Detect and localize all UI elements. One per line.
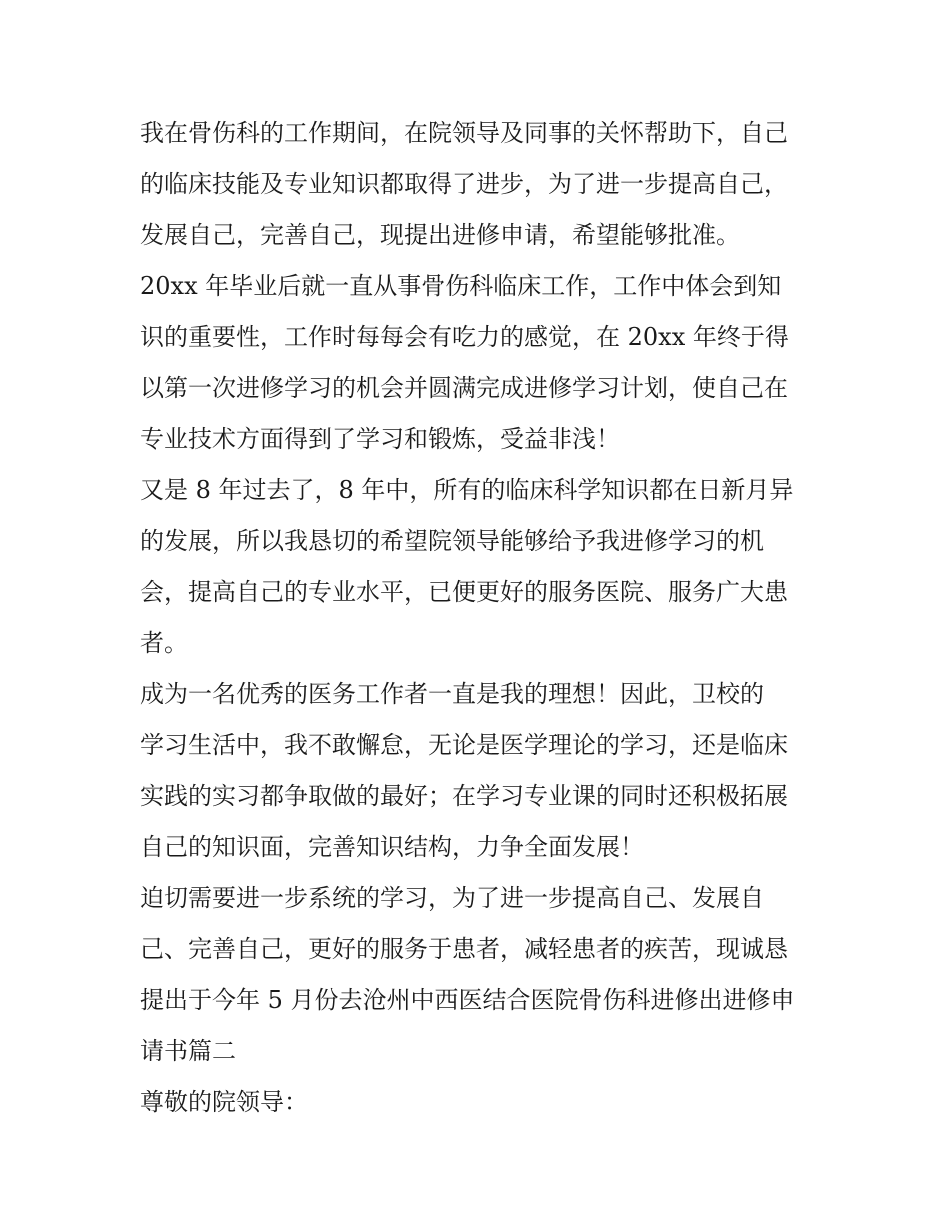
text-line: 发展自己，完善自己，现提出进修申请，希望能够批准。 [140, 221, 740, 249]
text-line: 学习生活中，我不敢懈怠，无论是医学理论的学习，还是临床 [140, 731, 788, 759]
text-line: 的发展，所以我恳切的希望院领导能够给予我进修学习的机 [140, 527, 764, 555]
text-line: 的临床技能及专业知识都取得了进步，为了进一步提高自己， [140, 170, 788, 198]
paragraph [140, 108, 820, 261]
paragraph [140, 465, 820, 669]
text-line: 专业技术方面得到了学习和锻炼，受益非浅！ [140, 425, 620, 453]
text-line: 识的重要性，工作时每每会有吃力的感觉，在 20xx 年终于得 [140, 323, 789, 351]
text-line: 成为一名优秀的医务工作者一直是我的理想！因此，卫校的 [140, 680, 764, 708]
document-body [140, 108, 820, 1128]
text-line: 提出于今年 5 月份去沧州中西医结合医院骨伤科进修出进修申 [140, 986, 795, 1014]
text-line: 己、完善自己，更好的服务于患者，减轻患者的疾苦，现诚恳 [140, 935, 788, 963]
text-line: 以第一次进修学习的机会并圆满完成进修学习计划，使自己在 [140, 374, 788, 402]
text-line: 又是 8 年过去了，8 年中，所有的临床科学知识都在日新月异 [140, 476, 794, 504]
text-line: 实践的实习都争取做的最好；在学习专业课的同时还积极拓展 [140, 782, 788, 810]
text-line: 迫切需要进一步系统的学习，为了进一步提高自己、发展自 [140, 884, 764, 912]
paragraph [140, 873, 820, 1077]
paragraph [140, 669, 820, 873]
text-line: 20xx 年毕业后就一直从事骨伤科临床工作，工作中体会到知 [140, 272, 782, 300]
paragraph [140, 261, 820, 465]
text-line: 我在骨伤科的工作期间，在院领导及同事的关怀帮助下，自己 [140, 119, 788, 147]
text-line: 请书篇二 [140, 1037, 236, 1065]
text-line: 者。 [140, 629, 188, 657]
text-line: 会，提高自己的专业水平，已便更好的服务医院、服务广大患 [140, 578, 788, 606]
text-line: 尊敬的院领导： [140, 1088, 308, 1116]
text-line: 自己的知识面，完善知识结构，力争全面发展！ [140, 833, 644, 861]
salutation [140, 1077, 820, 1128]
